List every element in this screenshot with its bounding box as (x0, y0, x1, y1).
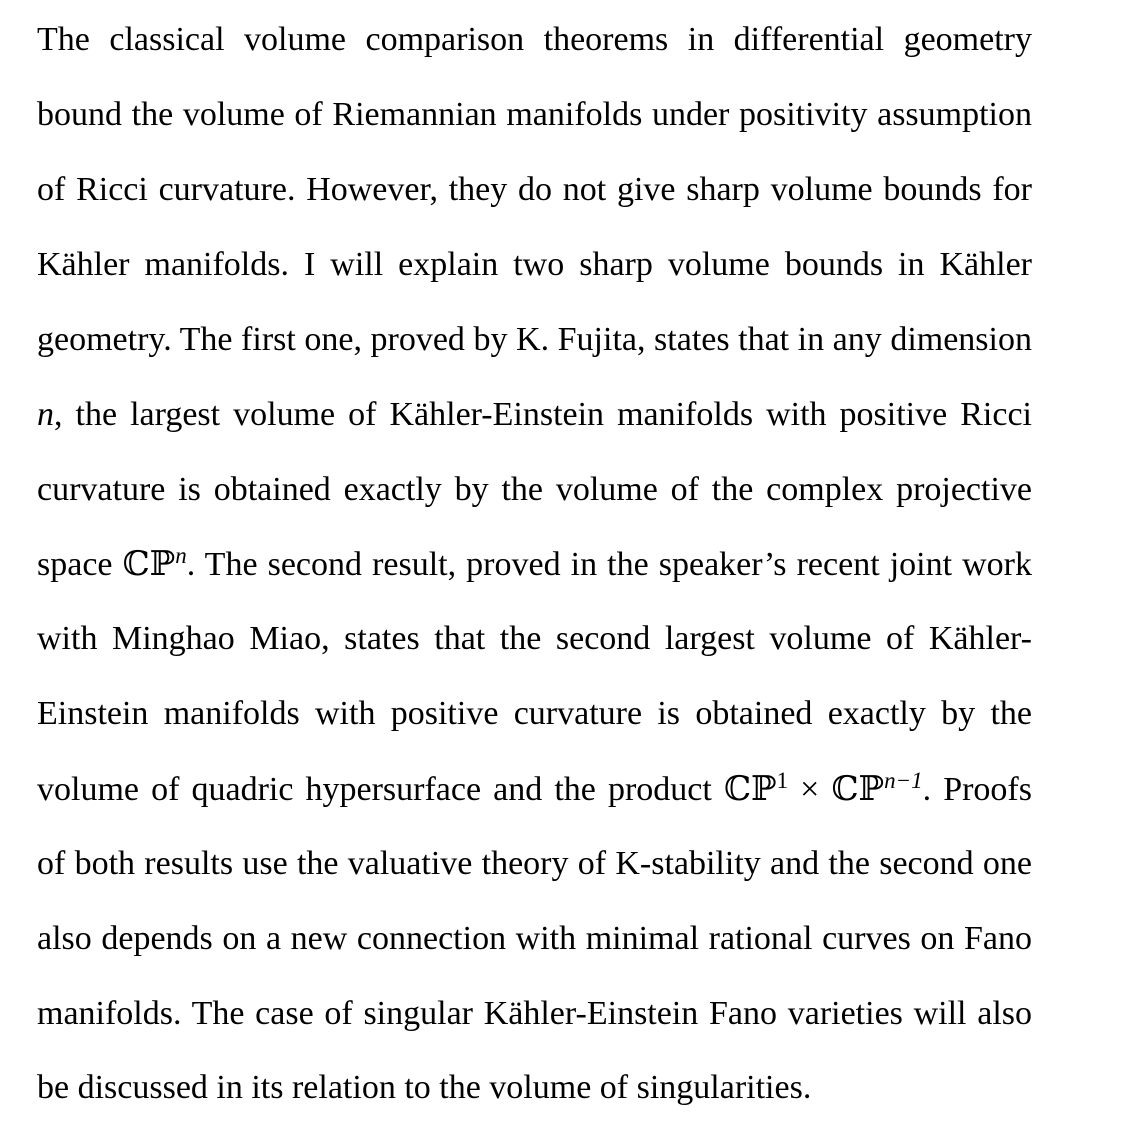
abstract-line-4: Kähler manifolds. I will explain two sharp volume bounds in Kähler (37, 246, 1032, 283)
abstract-line-3: of Ricci curvature. However, they do not give sharp volume bounds for (37, 171, 1032, 208)
abstract-line-8-prefix: space (37, 546, 123, 583)
abstract-line-10: Einstein manifolds with positive curvature is obtained exactly by the (37, 695, 1032, 732)
abstract-line-11 (37, 765, 1032, 815)
abstract-line-6-text: , the largest volume of Kähler-Einstein manifolds with positive Ricci (54, 396, 1032, 433)
abstract-line-9: with Minghao Miao, states that the second largest volume of Kähler- (37, 620, 1032, 657)
abstract-line-11-text: . Proofs (922, 771, 1032, 808)
abstract-line-8 (37, 540, 1032, 590)
abstract-line-8-text: . The second result, proved in the speaker’s recent joint work (186, 546, 1032, 583)
math-cpn: ℂℙ (122, 546, 176, 583)
math-cp1-exponent: 1 (776, 768, 789, 793)
abstract-line-6 (37, 390, 1032, 440)
abstract-line-1: The classical volume comparison theorems in differential geometry (37, 21, 1032, 58)
abstract-line-2: bound the volume of Riemannian manifolds under positivity assumption (37, 96, 1032, 133)
abstract-line-13: also depends on a new connection with minimal rational curves on Fano (37, 920, 1032, 957)
abstract-line-11-prefix: volume of quadric hypersurface and the product (37, 771, 724, 808)
math-cp1: ℂℙ (723, 771, 777, 808)
abstract-line-14: manifolds. The case of singular Kähler-Einstein Fano varieties will also (37, 995, 1032, 1032)
math-cpn-exponent: n (175, 543, 187, 568)
abstract-line-7: curvature is obtained exactly by the volume of the complex projective (37, 471, 1032, 508)
abstract-line-15: be discussed in its relation to the volume of singularities. (37, 1069, 812, 1106)
abstract-line-5: geometry. The first one, proved by K. Fujita, states that in any dimension (37, 321, 1032, 358)
math-n: n (37, 396, 54, 433)
math-cpn-1-exponent: n−1 (884, 768, 923, 793)
math-times: × (788, 771, 832, 808)
math-cpn-1: ℂℙ (831, 771, 885, 808)
abstract-line-12: of both results use the valuative theory of K-stability and the second one (37, 845, 1032, 882)
